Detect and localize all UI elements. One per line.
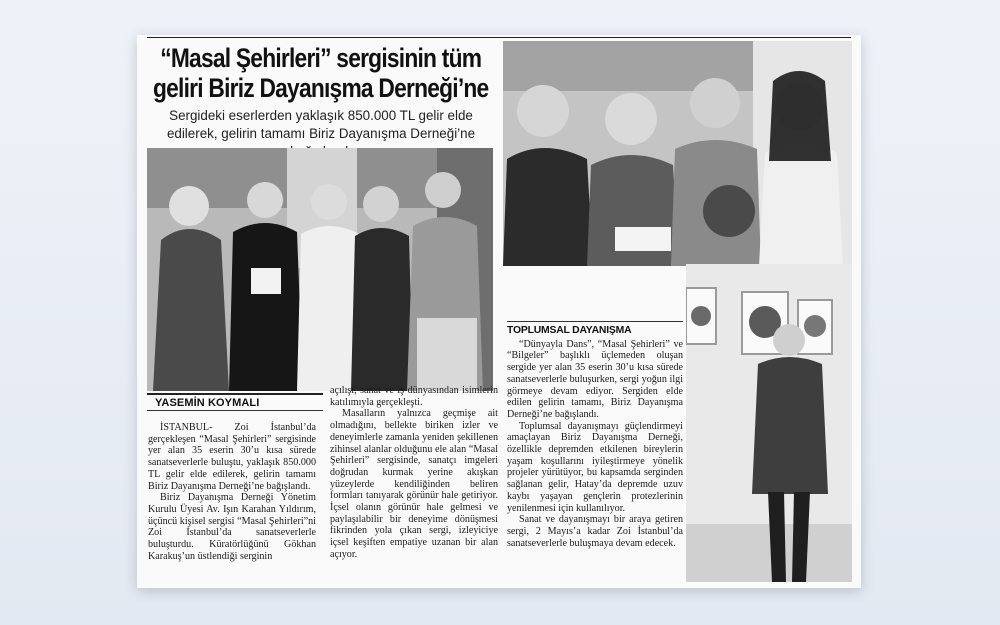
section-heading: TOPLUMSAL DAYANIŞMA xyxy=(507,325,632,336)
section-rule xyxy=(507,321,683,322)
paragraph: “Dünyayla Dans”, “Masal Şehirleri” ve “Bilgeler” başlıklı üçlemeden oluşan sergide yer alan 35 eserin 30’u kısa sürede sanatseverlerle buluşurken, sergi yoğun ilgi görmeye devam ediyor. Sergiden elde edilen gelirin tamamı, Biriz Dayanışma Derneği’ne bağışlandı. xyxy=(507,338,683,420)
photo-group-four xyxy=(503,41,852,266)
photo-group-five xyxy=(147,148,493,391)
photo-artist-standing xyxy=(686,264,852,582)
byline-rule xyxy=(147,410,323,411)
paragraph: Toplumsal dayanışmayı güçlendirmeyi amaçlayan Biriz Dayanışma Derneği, özellikle depremden etkilenen bireylerin yaşam koşullarını iyileştirmeye yönelik projeler yürütüyor, bu kapsamda serginden sağlanan gelir, Hatay’da depremde uzuv kaybı yaşayan gençlerin protezlerinin yenilenmesi için kullanılıyor. xyxy=(507,420,683,514)
newspaper-clipping xyxy=(137,35,861,588)
paragraph: Biriz Dayanışma Derneği Yönetim Kurulu Üyesi Av. Işın Karahan Yıldırım, üçüncü kişisel sergisi “Masal Şehirleri”ni Zoi İstanbul’da sanatseverlerle buluşturdu. Küratörlüğünü Gökhan Karakuş’un üstlendiği serginin xyxy=(148,492,316,562)
paragraph: İSTANBUL- Zoi İstanbul’da gerçekleşen “Masal Şehirleri” sergisinde yer alan 35 eserin 30’u kısa sürede sanatseverlerle buluştu, yaklaşık 850.000 TL gelir elde edilerek, gelirin tamamı Biriz Dayanışma Derneği’ne bağışlandı. xyxy=(148,422,316,492)
top-rule xyxy=(147,37,851,38)
headline: “Masal Şehirleri” sergisinin tüm geliri Biriz Dayanışma Derneği’ne xyxy=(153,43,489,103)
article-column-3 xyxy=(507,325,683,549)
byline-author: YASEMİN KOYMALI xyxy=(155,397,260,409)
subheadline: Sergideki eserlerden yaklaşık 850.000 TL gelir elde edilerek, gelirin tamamı Biriz Dayanışma Derneği’ne xyxy=(166,108,476,141)
article-column-1 xyxy=(148,422,316,562)
article-column-2 xyxy=(330,385,498,561)
paragraph: Masalların yalnızca geçmişe ait olmadığını, bellekte biriken izler ve deneyimlerle zamanla yeniden şekillenen zihinsel alanlar olduğunu ele alan “Masal Şehirleri” sergisinde, sanatçı imgeleri doğrudan kurmak yerine akışkan yüzeylerde kendiliğinden beliren formları tanıyarak görünür hale getiriyor. İçsel olanın görünür hale gelmesi ve paylaşılabilir bir deneyime dönüşmesi fikrinden yola çıkan sergi, izleyiciye içsel keşiften empatiye uzanan bir alan açıyor. xyxy=(330,408,498,560)
paragraph: açılışı, sanat ve iş dünyasından isimlerin katılımıyla gerçekleşti. xyxy=(330,385,498,408)
paragraph: Sanat ve dayanışmayı bir araya getiren sergi, 2 Mayıs’a kadar Zoi İstanbul’da sanatseverlerle buluşmaya devam edecek. xyxy=(507,514,683,549)
